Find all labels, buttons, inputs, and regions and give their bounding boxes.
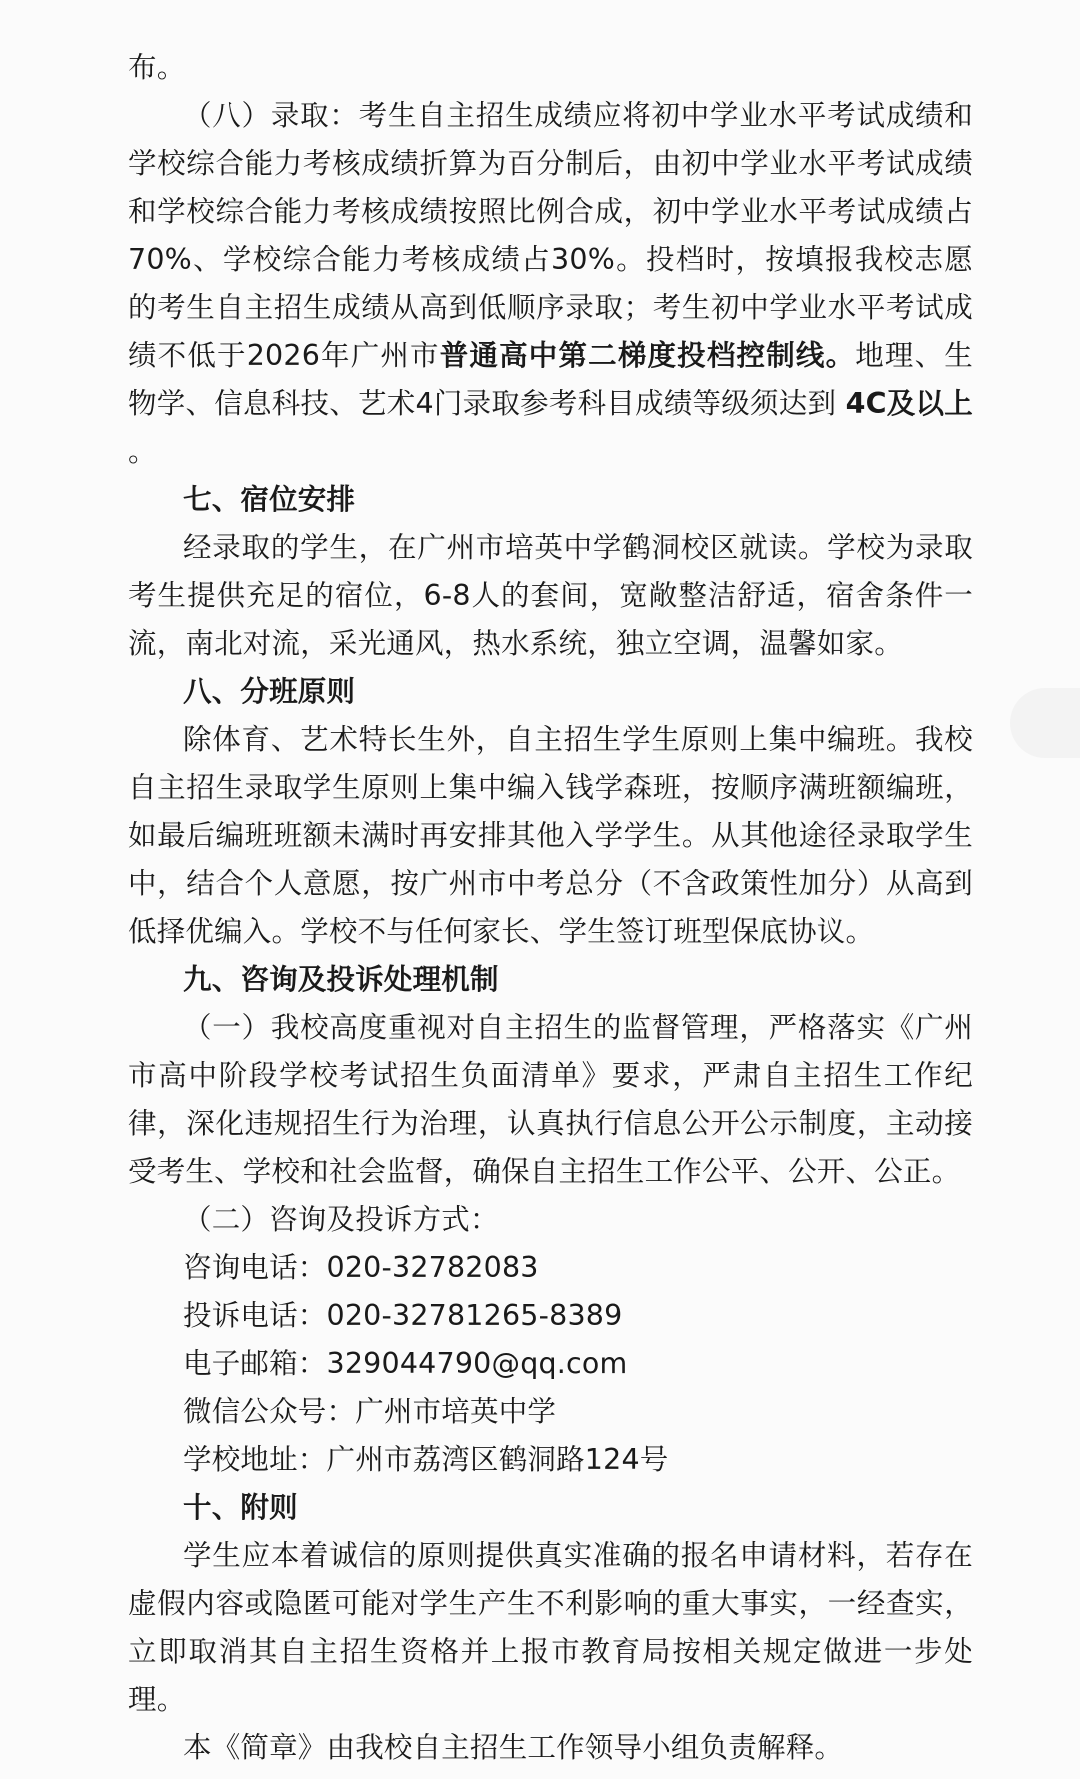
contact-email: 电子邮箱：329044790@qq.com [183,1347,628,1380]
section-8-body: 除体育、艺术特长生外，自主招生学生原则上集中编班。我校自主招生录取学生原则上集中编入钱学森班，按顺序满班额编班，如最后编班班额未满时再安排其他入学学生。从其他途径录取学生中，结合个人意愿，按广州市中考总分（不含政策性加分）从高到低择优编入。学校不与任何家长、学生签订班型保底协议。 [128,723,973,948]
section-9-heading: 九、咨询及投诉处理机制 [183,963,499,996]
admission-paragraph [128,92,973,476]
section-10-heading: 十、附则 [183,1491,298,1524]
section-9-paragraph-1: （一）我校高度重视对自主招生的监督管理，严格落实《广州市高中阶段学校考试招生负面清单》要求，严肃自主招生工作纪律，深化违规招生行为治理，认真执行信息公开公示制度，主动接受考生、学校和社会监督，确保自主招生工作公平、公开、公正。 [128,1011,973,1188]
section-10-paragraph-1: 学生应本着诚信的原则提供真实准确的报名申请材料，若存在虚假内容或隐匿可能对学生产生不利影响的重大事实，一经查实，立即取消其自主招生资格并上报市教育局按相关规定做进一步处理。 [128,1539,973,1716]
admission-text-2: 地理、生物学、信息科技、艺术4门录取参考科目成绩等级须达到 [128,339,973,420]
school-address: 学校地址：广州市荔湾区鹤洞路124号 [183,1443,669,1476]
wechat-account: 微信公众号：广州市培英中学 [183,1395,557,1428]
admission-bold-grade: 4C及以上 [845,387,973,420]
admission-text-3: 。 [128,435,157,468]
edge-watermark [1010,688,1080,758]
previous-section-tail: 布。 [128,51,186,84]
section-9-paragraph-2: （二）咨询及投诉方式： [183,1203,499,1236]
admission-text: （八）录取：考生自主招生成绩应将初中学业水平考试成绩和学校综合能力考核成绩折算为百分制后，由初中学业水平考试成绩和学校综合能力考核成绩按照比例合成，初中学业水平考试成绩占70%、学校综合能力考核成绩占30%。投档时，按填报我校志愿的考生自主招生成绩从高到低顺序录取；考生初中学业水平考试成绩不低于2026年广州市 [128,99,973,372]
section-7-heading: 七、宿位安排 [183,483,356,516]
contact-phone: 咨询电话：020-32782083 [183,1251,539,1284]
section-10-paragraph-2: 本《简章》由我校自主招生工作领导小组负责解释。 [183,1731,844,1764]
document-body [128,44,973,1772]
section-7-body: 经录取的学生，在广州市培英中学鹤洞校区就读。学校为录取考生提供充足的宿位，6-8人的套间，宽敞整洁舒适，宿舍条件一流，南北对流，采光通风，热水系统，独立空调，温馨如家。 [128,531,973,660]
section-8-heading: 八、分班原则 [183,675,356,708]
admission-bold-control-line: 普通高中第二梯度投档控制线。 [439,339,856,372]
complaint-phone: 投诉电话：020-32781265-8389 [183,1299,623,1332]
